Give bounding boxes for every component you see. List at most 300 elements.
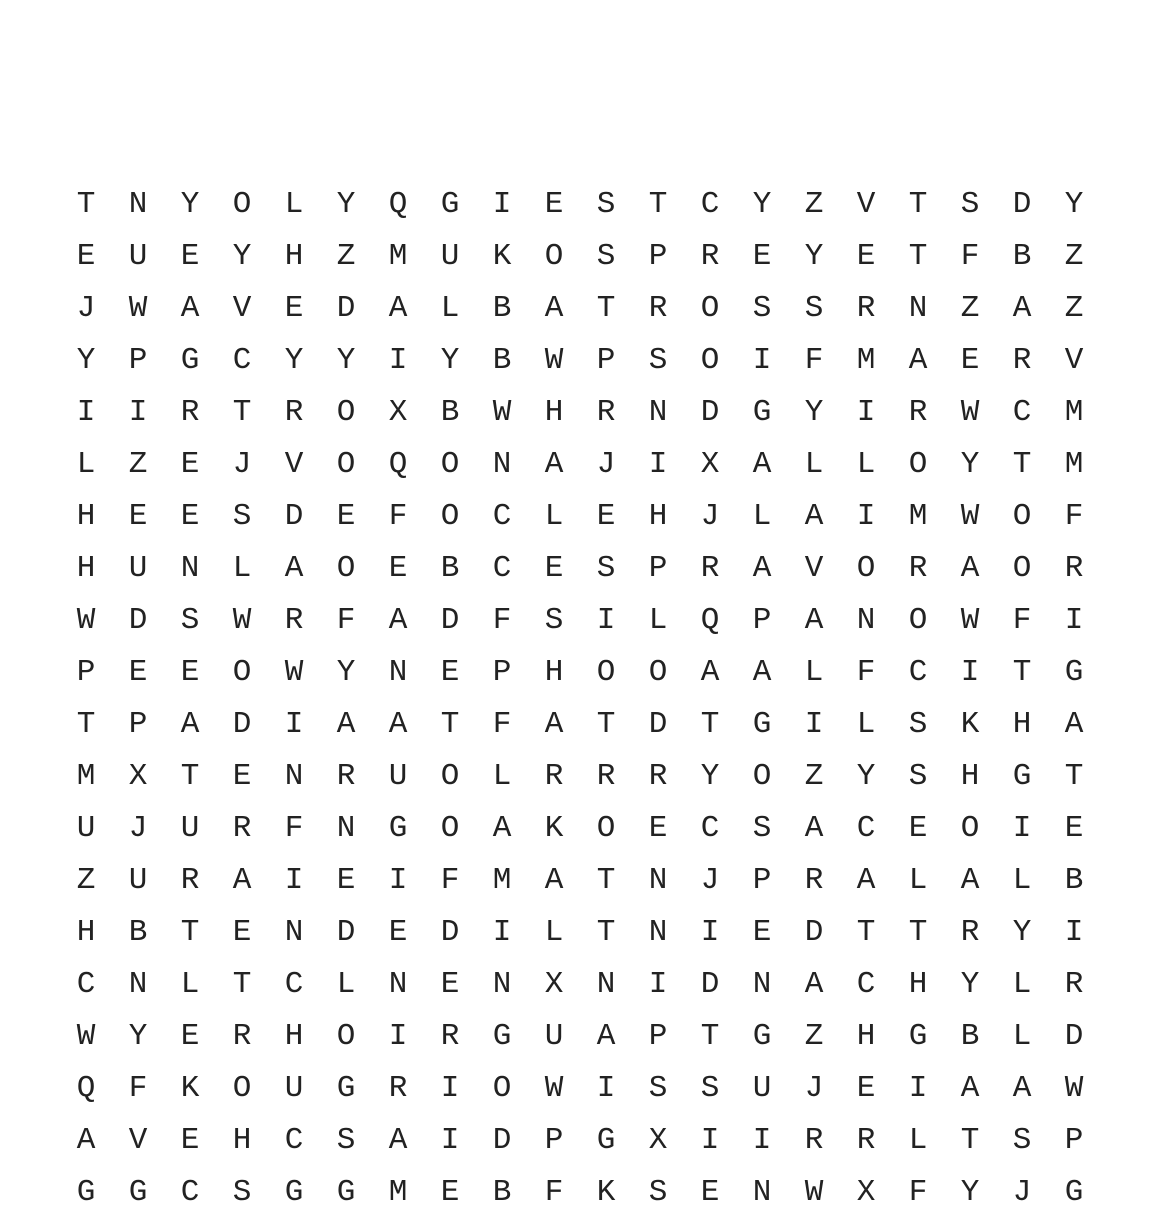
letter-cell[interactable]: O: [232, 186, 252, 222]
letter-cell[interactable]: U: [284, 1070, 304, 1106]
letter-cell[interactable]: E: [856, 1070, 876, 1106]
letter-cell[interactable]: R: [1064, 966, 1084, 1002]
letter-cell[interactable]: U: [128, 238, 148, 274]
letter-cell[interactable]: N: [128, 966, 148, 1002]
letter-cell[interactable]: J: [804, 1070, 824, 1106]
letter-cell[interactable]: N: [284, 758, 304, 794]
letter-cell[interactable]: U: [388, 758, 408, 794]
letter-cell[interactable]: W: [544, 1070, 564, 1106]
letter-cell[interactable]: R: [700, 550, 720, 586]
letter-cell[interactable]: G: [128, 1174, 148, 1210]
letter-cell[interactable]: S: [648, 1070, 668, 1106]
letter-cell[interactable]: D: [336, 914, 356, 950]
letter-cell[interactable]: Y: [700, 758, 720, 794]
letter-cell[interactable]: N: [336, 810, 356, 846]
letter-cell[interactable]: O: [908, 446, 928, 482]
letter-cell[interactable]: A: [960, 1070, 980, 1106]
letter-cell[interactable]: S: [1012, 1122, 1032, 1158]
letter-cell[interactable]: G: [752, 706, 772, 742]
letter-cell[interactable]: O: [232, 654, 252, 690]
letter-cell[interactable]: L: [752, 498, 772, 534]
letter-cell[interactable]: S: [336, 1122, 356, 1158]
letter-cell[interactable]: E: [752, 914, 772, 950]
letter-cell[interactable]: N: [856, 602, 876, 638]
letter-cell[interactable]: Y: [440, 342, 460, 378]
letter-cell[interactable]: Y: [1064, 186, 1084, 222]
letter-cell[interactable]: R: [180, 862, 200, 898]
letter-cell[interactable]: Y: [960, 966, 980, 1002]
letter-cell[interactable]: I: [492, 186, 512, 222]
letter-cell[interactable]: A: [544, 290, 564, 326]
letter-cell[interactable]: P: [128, 706, 148, 742]
letter-cell[interactable]: M: [388, 238, 408, 274]
letter-cell[interactable]: W: [960, 394, 980, 430]
letter-cell[interactable]: I: [76, 394, 96, 430]
letter-cell[interactable]: A: [596, 1018, 616, 1054]
letter-cell[interactable]: F: [336, 602, 356, 638]
letter-cell[interactable]: D: [128, 602, 148, 638]
letter-cell[interactable]: Y: [804, 238, 824, 274]
letter-cell[interactable]: F: [1012, 602, 1032, 638]
letter-cell[interactable]: X: [388, 394, 408, 430]
letter-cell[interactable]: Y: [284, 342, 304, 378]
letter-cell[interactable]: E: [544, 550, 564, 586]
letter-cell[interactable]: W: [232, 602, 252, 638]
letter-cell[interactable]: J: [76, 290, 96, 326]
letter-cell[interactable]: Y: [336, 186, 356, 222]
letter-cell[interactable]: T: [700, 706, 720, 742]
letter-cell[interactable]: E: [596, 498, 616, 534]
letter-cell[interactable]: A: [180, 290, 200, 326]
letter-cell[interactable]: H: [544, 394, 564, 430]
letter-cell[interactable]: T: [856, 914, 876, 950]
letter-cell[interactable]: C: [76, 966, 96, 1002]
letter-cell[interactable]: L: [1012, 966, 1032, 1002]
letter-cell[interactable]: Q: [76, 1070, 96, 1106]
letter-cell[interactable]: E: [336, 862, 356, 898]
letter-cell[interactable]: I: [700, 1122, 720, 1158]
letter-cell[interactable]: E: [700, 1174, 720, 1210]
letter-cell[interactable]: U: [544, 1018, 564, 1054]
letter-cell[interactable]: L: [232, 550, 252, 586]
letter-cell[interactable]: L: [804, 446, 824, 482]
letter-cell[interactable]: E: [388, 550, 408, 586]
letter-cell[interactable]: B: [492, 290, 512, 326]
letter-cell[interactable]: L: [856, 446, 876, 482]
letter-cell[interactable]: G: [908, 1018, 928, 1054]
letter-cell[interactable]: G: [1064, 654, 1084, 690]
letter-cell[interactable]: A: [752, 446, 772, 482]
letter-cell[interactable]: A: [1012, 1070, 1032, 1106]
letter-cell[interactable]: E: [544, 186, 564, 222]
letter-cell[interactable]: W: [76, 602, 96, 638]
letter-cell[interactable]: W: [128, 290, 148, 326]
letter-cell[interactable]: E: [336, 498, 356, 534]
letter-cell[interactable]: E: [440, 1174, 460, 1210]
letter-cell[interactable]: G: [180, 342, 200, 378]
letter-cell[interactable]: J: [700, 498, 720, 534]
letter-cell[interactable]: G: [284, 1174, 304, 1210]
letter-cell[interactable]: A: [544, 706, 564, 742]
letter-cell[interactable]: E: [440, 654, 460, 690]
letter-cell[interactable]: T: [960, 1122, 980, 1158]
letter-cell[interactable]: G: [492, 1018, 512, 1054]
letter-cell[interactable]: O: [336, 1018, 356, 1054]
letter-cell[interactable]: A: [76, 1122, 96, 1158]
letter-cell[interactable]: R: [908, 550, 928, 586]
letter-cell[interactable]: U: [128, 862, 148, 898]
letter-cell[interactable]: G: [1064, 1174, 1084, 1210]
letter-cell[interactable]: N: [180, 550, 200, 586]
letter-cell[interactable]: A: [544, 446, 564, 482]
letter-cell[interactable]: N: [492, 446, 512, 482]
letter-cell[interactable]: H: [856, 1018, 876, 1054]
letter-cell[interactable]: P: [648, 550, 668, 586]
letter-cell[interactable]: L: [492, 758, 512, 794]
letter-cell[interactable]: J: [700, 862, 720, 898]
letter-cell[interactable]: L: [440, 290, 460, 326]
letter-cell[interactable]: I: [440, 1070, 460, 1106]
letter-cell[interactable]: K: [180, 1070, 200, 1106]
letter-cell[interactable]: S: [232, 498, 252, 534]
letter-cell[interactable]: V: [1064, 342, 1084, 378]
letter-cell[interactable]: B: [1012, 238, 1032, 274]
letter-cell[interactable]: Q: [388, 446, 408, 482]
letter-cell[interactable]: U: [180, 810, 200, 846]
letter-cell[interactable]: T: [908, 186, 928, 222]
letter-cell[interactable]: M: [1064, 446, 1084, 482]
letter-cell[interactable]: S: [596, 186, 616, 222]
letter-cell[interactable]: L: [856, 706, 876, 742]
letter-cell[interactable]: N: [908, 290, 928, 326]
letter-cell[interactable]: O: [440, 446, 460, 482]
letter-cell[interactable]: B: [1064, 862, 1084, 898]
letter-cell[interactable]: I: [128, 394, 148, 430]
letter-cell[interactable]: I: [752, 1122, 772, 1158]
letter-cell[interactable]: B: [492, 342, 512, 378]
letter-cell[interactable]: T: [232, 966, 252, 1002]
letter-cell[interactable]: S: [180, 602, 200, 638]
letter-cell[interactable]: T: [232, 394, 252, 430]
letter-cell[interactable]: F: [440, 862, 460, 898]
letter-cell[interactable]: O: [336, 446, 356, 482]
letter-cell[interactable]: O: [440, 758, 460, 794]
letter-cell[interactable]: A: [752, 550, 772, 586]
letter-cell[interactable]: B: [440, 550, 460, 586]
letter-cell[interactable]: I: [284, 862, 304, 898]
letter-cell[interactable]: D: [1012, 186, 1032, 222]
letter-cell[interactable]: N: [648, 914, 668, 950]
letter-cell[interactable]: A: [180, 706, 200, 742]
letter-cell[interactable]: Z: [336, 238, 356, 274]
letter-cell[interactable]: K: [492, 238, 512, 274]
letter-cell[interactable]: C: [856, 966, 876, 1002]
letter-cell[interactable]: W: [804, 1174, 824, 1210]
letter-cell[interactable]: I: [596, 1070, 616, 1106]
letter-cell[interactable]: I: [284, 706, 304, 742]
letter-cell[interactable]: D: [232, 706, 252, 742]
letter-cell[interactable]: O: [752, 758, 772, 794]
letter-cell[interactable]: S: [596, 238, 616, 274]
letter-cell[interactable]: T: [596, 914, 616, 950]
letter-cell[interactable]: D: [700, 966, 720, 1002]
letter-cell[interactable]: A: [1064, 706, 1084, 742]
letter-cell[interactable]: N: [752, 966, 772, 1002]
letter-cell[interactable]: F: [960, 238, 980, 274]
letter-cell[interactable]: R: [804, 862, 824, 898]
letter-cell[interactable]: L: [284, 186, 304, 222]
letter-cell[interactable]: O: [1012, 550, 1032, 586]
letter-cell[interactable]: T: [76, 706, 96, 742]
letter-cell[interactable]: N: [388, 966, 408, 1002]
letter-cell[interactable]: R: [232, 810, 252, 846]
letter-cell[interactable]: N: [492, 966, 512, 1002]
letter-cell[interactable]: D: [804, 914, 824, 950]
letter-cell[interactable]: H: [960, 758, 980, 794]
letter-cell[interactable]: M: [908, 498, 928, 534]
letter-cell[interactable]: F: [388, 498, 408, 534]
letter-cell[interactable]: E: [284, 290, 304, 326]
letter-cell[interactable]: N: [284, 914, 304, 950]
letter-cell[interactable]: Y: [804, 394, 824, 430]
letter-cell[interactable]: L: [544, 914, 564, 950]
letter-cell[interactable]: C: [180, 1174, 200, 1210]
letter-cell[interactable]: S: [804, 290, 824, 326]
letter-cell[interactable]: R: [180, 394, 200, 430]
letter-cell[interactable]: T: [1064, 758, 1084, 794]
letter-cell[interactable]: D: [336, 290, 356, 326]
letter-cell[interactable]: A: [960, 862, 980, 898]
letter-cell[interactable]: U: [128, 550, 148, 586]
letter-cell[interactable]: S: [648, 342, 668, 378]
letter-cell[interactable]: L: [648, 602, 668, 638]
letter-cell[interactable]: E: [128, 498, 148, 534]
letter-cell[interactable]: H: [284, 1018, 304, 1054]
letter-cell[interactable]: R: [388, 1070, 408, 1106]
letter-cell[interactable]: F: [492, 706, 512, 742]
letter-cell[interactable]: E: [752, 238, 772, 274]
letter-cell[interactable]: I: [960, 654, 980, 690]
letter-cell[interactable]: X: [128, 758, 148, 794]
letter-cell[interactable]: L: [1012, 1018, 1032, 1054]
letter-cell[interactable]: H: [544, 654, 564, 690]
letter-cell[interactable]: I: [700, 914, 720, 950]
letter-cell[interactable]: P: [648, 238, 668, 274]
letter-cell[interactable]: C: [908, 654, 928, 690]
letter-cell[interactable]: T: [1012, 446, 1032, 482]
letter-cell[interactable]: R: [1064, 550, 1084, 586]
letter-cell[interactable]: M: [492, 862, 512, 898]
letter-cell[interactable]: Y: [960, 446, 980, 482]
letter-cell[interactable]: A: [700, 654, 720, 690]
letter-cell[interactable]: L: [336, 966, 356, 1002]
letter-cell[interactable]: F: [128, 1070, 148, 1106]
letter-cell[interactable]: E: [856, 238, 876, 274]
letter-cell[interactable]: F: [908, 1174, 928, 1210]
letter-cell[interactable]: A: [960, 550, 980, 586]
letter-cell[interactable]: T: [908, 914, 928, 950]
letter-cell[interactable]: P: [752, 602, 772, 638]
letter-cell[interactable]: J: [596, 446, 616, 482]
letter-cell[interactable]: T: [1012, 654, 1032, 690]
letter-cell[interactable]: I: [648, 966, 668, 1002]
letter-cell[interactable]: T: [596, 706, 616, 742]
letter-cell[interactable]: P: [492, 654, 512, 690]
letter-cell[interactable]: H: [648, 498, 668, 534]
letter-cell[interactable]: H: [76, 914, 96, 950]
letter-cell[interactable]: D: [700, 394, 720, 430]
letter-cell[interactable]: V: [232, 290, 252, 326]
letter-cell[interactable]: Z: [804, 1018, 824, 1054]
letter-cell[interactable]: R: [648, 290, 668, 326]
letter-cell[interactable]: R: [960, 914, 980, 950]
letter-cell[interactable]: Y: [856, 758, 876, 794]
letter-cell[interactable]: E: [232, 914, 252, 950]
letter-cell[interactable]: I: [856, 498, 876, 534]
letter-cell[interactable]: I: [440, 1122, 460, 1158]
letter-cell[interactable]: B: [960, 1018, 980, 1054]
letter-cell[interactable]: E: [1064, 810, 1084, 846]
letter-cell[interactable]: C: [700, 186, 720, 222]
letter-cell[interactable]: H: [908, 966, 928, 1002]
letter-cell[interactable]: P: [752, 862, 772, 898]
letter-cell[interactable]: U: [76, 810, 96, 846]
letter-cell[interactable]: I: [752, 342, 772, 378]
letter-cell[interactable]: O: [492, 1070, 512, 1106]
letter-cell[interactable]: L: [76, 446, 96, 482]
letter-cell[interactable]: T: [76, 186, 96, 222]
letter-cell[interactable]: E: [128, 654, 148, 690]
letter-cell[interactable]: W: [492, 394, 512, 430]
letter-cell[interactable]: T: [180, 758, 200, 794]
letter-cell[interactable]: A: [388, 602, 408, 638]
letter-cell[interactable]: A: [388, 1122, 408, 1158]
letter-cell[interactable]: A: [752, 654, 772, 690]
letter-cell[interactable]: I: [596, 602, 616, 638]
letter-cell[interactable]: J: [1012, 1174, 1032, 1210]
letter-cell[interactable]: W: [544, 342, 564, 378]
letter-cell[interactable]: V: [804, 550, 824, 586]
letter-cell[interactable]: Y: [1012, 914, 1032, 950]
letter-cell[interactable]: O: [1012, 498, 1032, 534]
letter-cell[interactable]: C: [492, 498, 512, 534]
letter-cell[interactable]: Z: [76, 862, 96, 898]
letter-cell[interactable]: K: [544, 810, 564, 846]
letter-cell[interactable]: A: [908, 342, 928, 378]
letter-cell[interactable]: S: [232, 1174, 252, 1210]
letter-cell[interactable]: I: [388, 862, 408, 898]
letter-cell[interactable]: P: [596, 342, 616, 378]
letter-cell[interactable]: P: [1064, 1122, 1084, 1158]
letter-cell[interactable]: E: [388, 914, 408, 950]
letter-cell[interactable]: O: [596, 810, 616, 846]
letter-cell[interactable]: S: [596, 550, 616, 586]
letter-cell[interactable]: F: [804, 342, 824, 378]
letter-cell[interactable]: J: [128, 810, 148, 846]
letter-cell[interactable]: C: [284, 1122, 304, 1158]
letter-cell[interactable]: G: [440, 186, 460, 222]
letter-cell[interactable]: A: [804, 498, 824, 534]
letter-cell[interactable]: Q: [388, 186, 408, 222]
letter-cell[interactable]: H: [76, 498, 96, 534]
letter-cell[interactable]: I: [1064, 914, 1084, 950]
letter-cell[interactable]: R: [284, 602, 304, 638]
letter-cell[interactable]: M: [856, 342, 876, 378]
letter-cell[interactable]: D: [440, 914, 460, 950]
letter-cell[interactable]: J: [232, 446, 252, 482]
letter-cell[interactable]: A: [492, 810, 512, 846]
letter-cell[interactable]: M: [1064, 394, 1084, 430]
letter-cell[interactable]: L: [180, 966, 200, 1002]
letter-cell[interactable]: B: [128, 914, 148, 950]
letter-cell[interactable]: C: [1012, 394, 1032, 430]
letter-cell[interactable]: X: [700, 446, 720, 482]
letter-cell[interactable]: R: [700, 238, 720, 274]
letter-cell[interactable]: N: [648, 394, 668, 430]
letter-cell[interactable]: O: [648, 654, 668, 690]
letter-cell[interactable]: F: [1064, 498, 1084, 534]
letter-cell[interactable]: S: [960, 186, 980, 222]
letter-cell[interactable]: A: [284, 550, 304, 586]
letter-cell[interactable]: G: [76, 1174, 96, 1210]
letter-cell[interactable]: X: [648, 1122, 668, 1158]
letter-cell[interactable]: A: [544, 862, 564, 898]
letter-cell[interactable]: S: [544, 602, 564, 638]
letter-cell[interactable]: B: [492, 1174, 512, 1210]
letter-cell[interactable]: D: [440, 602, 460, 638]
letter-cell[interactable]: W: [76, 1018, 96, 1054]
letter-cell[interactable]: G: [336, 1070, 356, 1106]
letter-cell[interactable]: Z: [1064, 238, 1084, 274]
letter-cell[interactable]: L: [544, 498, 564, 534]
letter-cell[interactable]: O: [908, 602, 928, 638]
letter-cell[interactable]: E: [440, 966, 460, 1002]
letter-cell[interactable]: I: [388, 342, 408, 378]
letter-cell[interactable]: Y: [76, 342, 96, 378]
letter-cell[interactable]: N: [752, 1174, 772, 1210]
letter-cell[interactable]: S: [908, 758, 928, 794]
letter-cell[interactable]: H: [76, 550, 96, 586]
letter-cell[interactable]: P: [76, 654, 96, 690]
letter-cell[interactable]: M: [76, 758, 96, 794]
letter-cell[interactable]: I: [492, 914, 512, 950]
letter-cell[interactable]: S: [648, 1174, 668, 1210]
letter-cell[interactable]: A: [1012, 290, 1032, 326]
letter-cell[interactable]: R: [804, 1122, 824, 1158]
letter-cell[interactable]: I: [908, 1070, 928, 1106]
letter-cell[interactable]: O: [960, 810, 980, 846]
letter-cell[interactable]: D: [1064, 1018, 1084, 1054]
letter-cell[interactable]: A: [388, 290, 408, 326]
letter-cell[interactable]: E: [908, 810, 928, 846]
letter-cell[interactable]: G: [596, 1122, 616, 1158]
letter-cell[interactable]: R: [856, 290, 876, 326]
letter-cell[interactable]: O: [336, 550, 356, 586]
letter-cell[interactable]: W: [284, 654, 304, 690]
letter-cell[interactable]: K: [960, 706, 980, 742]
letter-cell[interactable]: R: [336, 758, 356, 794]
letter-cell[interactable]: W: [960, 602, 980, 638]
letter-cell[interactable]: A: [856, 862, 876, 898]
letter-cell[interactable]: X: [544, 966, 564, 1002]
letter-cell[interactable]: R: [856, 1122, 876, 1158]
letter-cell[interactable]: T: [596, 290, 616, 326]
letter-cell[interactable]: A: [388, 706, 408, 742]
letter-cell[interactable]: E: [180, 498, 200, 534]
letter-cell[interactable]: R: [284, 394, 304, 430]
letter-cell[interactable]: G: [336, 1174, 356, 1210]
letter-cell[interactable]: O: [440, 810, 460, 846]
